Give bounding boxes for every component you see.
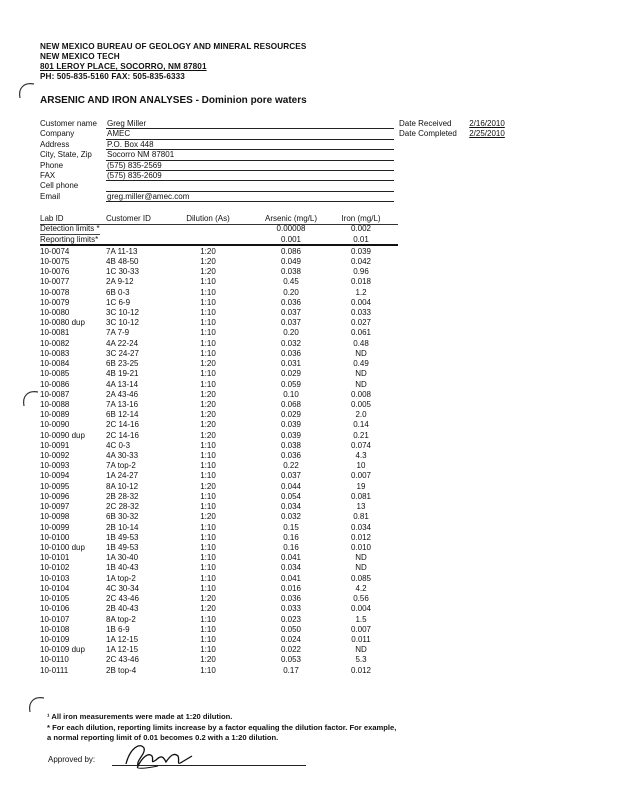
iron-cell: 0.81 (353, 512, 369, 522)
arsenic-cell: 0.053 (280, 655, 302, 665)
lab-letterhead (40, 42, 306, 82)
arsenic-cell: 0.17 (283, 665, 299, 675)
customer-id-cell: 2A 43-46 (106, 389, 139, 399)
hole-punch-mark-icon (14, 80, 38, 102)
customer-id-cell: 7A top-2 (106, 461, 136, 471)
customer-id-cell: 1C 30-33 (106, 267, 139, 277)
arsenic-cell: 0.041 (280, 573, 302, 583)
dilution-cell: 1:10 (200, 614, 216, 624)
customer-field-value-text: P.O. Box 448 (107, 139, 154, 149)
customer-field-value (106, 150, 394, 160)
customer-id-cell: 2B top-4 (106, 665, 137, 675)
customer-id-cell: 2C 43-46 (106, 594, 139, 604)
customer-field-row (40, 150, 175, 160)
iron-cell: 0.027 (350, 318, 372, 328)
dilution-cell: 1:10 (200, 287, 216, 297)
customer-field-row (40, 139, 154, 150)
arsenic-cell: 0.037 (280, 318, 302, 328)
date-received-value: 2/16/2010 (469, 119, 505, 128)
customer-field-value (106, 192, 394, 202)
customer-id-cell: 2B 40-43 (106, 604, 139, 614)
date-completed-label: Date Completed (399, 129, 457, 138)
lab-id-cell: 10-0100 dup (40, 543, 85, 552)
column-header: Lab ID (40, 214, 64, 223)
arsenic-cell: 0.10 (283, 389, 299, 399)
iron-cell: 0.005 (350, 399, 372, 409)
date-received-label: Date Received (399, 119, 452, 128)
customer-field-row (40, 191, 190, 202)
arsenic-cell: 0.16 (283, 532, 299, 542)
lab-id-cell: 10-0088 (40, 399, 70, 409)
customer-id-cell: 1B 49-53 (106, 543, 139, 552)
column-header: Arsenic (mg/L) (264, 214, 317, 223)
lab-phone-fax: PH: 505-835-5160 FAX: 505-835-6333 (40, 72, 185, 81)
arsenic-cell: 0.022 (280, 645, 302, 655)
arsenic-cell: 0.039 (280, 420, 302, 430)
lab-id-cell: 10-0098 (40, 512, 70, 522)
arsenic-cell: 0.038 (280, 267, 302, 277)
iron-cell: ND (355, 563, 367, 573)
customer-id-cell: 8A top-2 (106, 614, 136, 624)
lab-id-cell: 10-0074 (40, 246, 70, 256)
lab-id-cell: 10-0111 (40, 665, 69, 675)
lab-id-cell: 10-0101 (40, 553, 70, 563)
arsenic-limit: 0.00008 (276, 224, 306, 234)
customer-id-cell: 6B 23-25 (106, 359, 139, 369)
iron-cell: 0.48 (353, 338, 369, 348)
footnote-reporting-limits: * For each dilution, reporting limits increase by a factor equaling the dilution factor. For example, (47, 722, 397, 732)
iron-cell: 4.3 (355, 451, 367, 461)
iron-cell: 0.14 (353, 420, 369, 430)
lab-id-cell: 10-0102 (40, 563, 70, 573)
dilution-cell: 1:20 (200, 410, 216, 420)
customer-id-cell: 1A 24-27 (106, 471, 139, 481)
lab-id-cell: 10-0080 dup (40, 318, 85, 328)
lab-id-cell: 10-0093 (40, 461, 70, 471)
iron-cell: 0.061 (350, 328, 372, 338)
customer-id-cell: 1A top-2 (106, 573, 136, 583)
arsenic-cell: 0.039 (280, 430, 302, 440)
lab-id-cell: 10-0094 (40, 471, 70, 481)
iron-cell: 0.007 (350, 624, 372, 634)
iron-cell: ND (355, 348, 367, 358)
lab-id-cell: 10-0103 (40, 573, 70, 583)
customer-id-cell: 3C 10-12 (106, 318, 139, 328)
iron-cell: 5.3 (355, 655, 367, 665)
iron-cell: 0.085 (350, 573, 372, 583)
iron-cell: 0.56 (353, 594, 369, 604)
iron-cell: 0.012 (350, 665, 372, 675)
customer-field-value-text: greg.miller@amec.com (107, 191, 190, 201)
customer-id-cell: 2A 9-12 (106, 277, 134, 287)
iron-cell: ND (355, 369, 367, 379)
customer-id-cell: 4A 22-24 (106, 338, 139, 348)
lab-id-cell: 10-0092 (40, 451, 70, 461)
iron-limit: 0.01 (353, 235, 369, 245)
iron-cell: 0.004 (350, 604, 372, 614)
customer-id-cell: 4C 30-34 (106, 583, 139, 593)
iron-cell: 0.96 (353, 267, 369, 277)
customer-id-cell: 3C 10-12 (106, 307, 139, 317)
arsenic-cell: 0.038 (280, 440, 302, 450)
iron-cell: 19 (356, 481, 366, 491)
arsenic-cell: 0.037 (280, 471, 302, 481)
customer-field-label: City, State, Zip (40, 150, 92, 160)
customer-id-cell: 2C 14-16 (106, 420, 139, 430)
iron-cell: 0.011 (351, 634, 371, 644)
dilution-cell: 1:10 (200, 440, 216, 450)
customer-field-value (106, 161, 394, 171)
customer-field-value (106, 171, 394, 181)
hole-punch-mark-icon (18, 388, 42, 410)
dilution-cell: 1:20 (200, 256, 216, 266)
institution-name: NEW MEXICO TECH (40, 52, 120, 61)
lab-id-cell: 10-0075 (40, 256, 70, 266)
arsenic-cell: 0.024 (280, 634, 302, 644)
dilution-cell: 1:10 (200, 461, 216, 471)
date-completed-row (399, 129, 505, 139)
limit-label: Detection limits * (40, 224, 100, 234)
lab-id-cell: 10-0087 (40, 389, 70, 399)
lab-id-cell: 10-0077 (40, 277, 70, 287)
customer-field-value (106, 181, 394, 191)
dilution-cell: 1:10 (200, 491, 216, 501)
arsenic-cell: 0.034 (280, 502, 302, 512)
iron-limit: 0.002 (350, 224, 372, 234)
arsenic-cell: 0.031 (280, 359, 302, 369)
lab-id-cell: 10-0104 (40, 583, 70, 593)
customer-field-value-text: Greg Miller (107, 119, 147, 128)
lab-id-cell: 10-0084 (40, 359, 70, 369)
iron-cell: 0.042 (350, 256, 372, 266)
customer-id-cell: 2B 28-32 (106, 491, 139, 501)
dilution-cell: 1:10 (200, 348, 216, 358)
dilution-cell: 1:10 (200, 634, 216, 644)
iron-cell: 1.2 (355, 287, 367, 297)
customer-id-cell: 1A 12-15 (106, 645, 139, 655)
lab-address: 801 LEROY PLACE, SOCORRO, NM 87801 (40, 62, 207, 71)
lab-id-cell: 10-0082 (40, 338, 70, 348)
arsenic-cell: 0.22 (283, 461, 299, 471)
arsenic-cell: 0.20 (283, 328, 299, 338)
lab-id-cell: 10-0081 (40, 328, 70, 338)
iron-cell: 2.0 (355, 410, 367, 420)
dilution-cell: 1:20 (200, 420, 216, 430)
customer-id-cell: 2C 43-46 (106, 655, 139, 665)
iron-cell: ND (355, 553, 367, 563)
arsenic-cell: 0.068 (280, 399, 302, 409)
lab-name: NEW MEXICO BUREAU OF GEOLOGY AND MINERAL RESOURCES (40, 42, 307, 51)
iron-cell: ND (355, 645, 367, 655)
handwritten-signature (118, 738, 198, 772)
lab-id-cell: 10-0091 (40, 440, 70, 450)
iron-cell: 0.074 (350, 440, 372, 450)
arsenic-cell: 0.15 (283, 522, 299, 532)
customer-id-cell: 7A 7-9 (106, 328, 130, 338)
customer-id-cell: 2C 28-32 (106, 502, 139, 512)
customer-field-label: Cell phone (40, 181, 79, 191)
lab-id-cell: 10-0108 (40, 624, 70, 634)
dilution-cell: 1:10 (200, 338, 216, 348)
column-header: Customer ID (106, 214, 151, 223)
customer-field-value-text: (575) 835-2609 (107, 170, 162, 180)
arsenic-cell: 0.036 (280, 594, 302, 604)
hole-punch-mark-icon (24, 694, 48, 716)
arsenic-cell: 0.032 (280, 512, 302, 522)
dilution-cell: 1:20 (200, 399, 216, 409)
column-header: Iron (mg/L) (341, 214, 381, 223)
customer-id-cell: 6B 30-32 (106, 512, 139, 522)
customer-info-block (40, 119, 190, 202)
iron-cell: 13 (356, 502, 366, 512)
customer-field-value-text: (575) 835-2569 (107, 160, 162, 170)
iron-cell: 10 (356, 461, 366, 471)
lab-id-cell: 10-0110 (40, 655, 69, 665)
dates-block (399, 119, 505, 139)
customer-id-cell: 1B 6-9 (106, 624, 130, 634)
iron-cell: 0.034 (350, 522, 372, 532)
customer-field-row (40, 181, 106, 191)
customer-id-cell: 1B 49-53 (106, 532, 139, 542)
dilution-cell: 1:10 (200, 451, 216, 461)
lab-id-cell: 10-0080 (40, 307, 70, 317)
lab-id-cell: 10-0109 (40, 634, 70, 644)
lab-id-cell: 10-0085 (40, 369, 70, 379)
iron-cell: 0.007 (350, 471, 372, 481)
customer-field-label: Customer name (40, 119, 97, 128)
dilution-cell: 1:10 (200, 532, 216, 542)
dilution-cell: 1:10 (200, 277, 216, 287)
date-completed-value: 2/25/2010 (469, 129, 505, 138)
dilution-cell: 1:10 (200, 471, 216, 481)
dilution-cell: 1:20 (200, 594, 216, 604)
dilution-cell: 1:20 (200, 267, 216, 277)
lab-id-cell: 10-0106 (40, 604, 70, 614)
iron-cell: 0.081 (350, 491, 372, 501)
arsenic-cell: 0.036 (280, 297, 302, 307)
arsenic-cell: 0.059 (280, 379, 302, 389)
customer-field-label: Company (40, 129, 75, 139)
iron-cell: ND (355, 379, 367, 389)
lab-id-cell: 10-0099 (40, 522, 70, 532)
column-header: Dilution (As) (186, 214, 230, 223)
dilution-cell: 1:10 (200, 645, 216, 655)
dilution-cell: 1:20 (200, 604, 216, 614)
customer-field-value-text (106, 181, 107, 190)
arsenic-cell: 0.45 (283, 277, 299, 287)
arsenic-cell: 0.029 (280, 369, 302, 379)
customer-id-cell: 4B 19-21 (106, 369, 139, 379)
iron-cell: 0.49 (353, 359, 369, 369)
customer-field-row (40, 119, 147, 129)
iron-cell: 0.010 (350, 543, 372, 552)
customer-id-cell: 1C 6-9 (106, 297, 131, 307)
dilution-cell: 1:20 (200, 246, 216, 256)
iron-cell: 4.2 (355, 583, 367, 593)
lab-id-cell: 10-0107 (40, 614, 70, 624)
dilution-cell: 1:10 (200, 553, 216, 563)
arsenic-cell: 0.086 (280, 246, 302, 256)
limit-label: Reporting limits* (40, 235, 99, 245)
customer-id-cell: 1A 12-15 (106, 634, 139, 644)
customer-id-cell: 8A 10-12 (106, 481, 139, 491)
arsenic-cell: 0.049 (280, 256, 302, 266)
iron-cell: 0.004 (350, 297, 372, 307)
dilution-cell: 1:20 (200, 481, 216, 491)
customer-field-value-text: Socorro NM 87801 (107, 150, 175, 160)
dilution-cell: 1:10 (200, 583, 216, 593)
lab-id-cell: 10-0097 (40, 502, 70, 512)
dilution-cell: 1:10 (200, 307, 216, 317)
dilution-cell: 1:20 (200, 512, 216, 522)
customer-id-cell: 1B 40-43 (106, 563, 139, 573)
lab-id-cell: 10-0089 (40, 410, 70, 420)
lab-id-cell: 10-0076 (40, 267, 70, 277)
arsenic-limit: 0.001 (280, 235, 302, 245)
lab-id-cell: 10-0090 (40, 420, 70, 430)
arsenic-cell: 0.016 (280, 583, 302, 593)
customer-field-label: Phone (40, 160, 64, 170)
iron-cell: 0.008 (350, 389, 372, 399)
arsenic-cell: 0.034 (280, 563, 302, 573)
customer-field-value (106, 140, 394, 150)
iron-cell: 0.039 (350, 246, 372, 256)
iron-cell: 0.033 (350, 307, 372, 317)
customer-field-label: FAX (40, 170, 56, 180)
dilution-cell: 1:10 (200, 328, 216, 338)
customer-id-cell: 2C 14-16 (106, 430, 139, 440)
customer-id-cell: 4A 30-33 (106, 451, 139, 461)
arsenic-cell: 0.054 (280, 491, 302, 501)
customer-id-cell: 6B 0-3 (106, 287, 130, 297)
dilution-cell: 1:10 (200, 502, 216, 512)
arsenic-cell: 0.041 (280, 553, 302, 563)
lab-id-cell: 10-0105 (40, 594, 70, 604)
customer-field-label: Address (40, 139, 70, 149)
footnote-iron-dilution: ¹ All iron measurements were made at 1:20 dilution. (47, 712, 233, 721)
dilution-cell: 1:20 (200, 389, 216, 399)
arsenic-cell: 0.044 (280, 481, 302, 491)
arsenic-cell: 0.036 (280, 451, 302, 461)
customer-id-cell: 1A 30-40 (106, 553, 139, 563)
arsenic-cell: 0.050 (280, 624, 302, 634)
dilution-cell: 1:10 (200, 543, 216, 552)
lab-id-cell: 10-0083 (40, 348, 70, 358)
dilution-cell: 1:20 (200, 359, 216, 369)
lab-id-cell: 10-0078 (40, 287, 70, 297)
arsenic-cell: 0.16 (283, 543, 299, 552)
customer-id-cell: 7A 13-16 (106, 399, 139, 409)
lab-id-cell: 10-0109 dup (40, 645, 85, 655)
lab-id-cell: 10-0079 (40, 297, 70, 307)
iron-cell: 1.5 (355, 614, 367, 624)
date-received-row (399, 119, 505, 129)
dilution-cell: 1:10 (200, 318, 216, 328)
customer-id-cell: 2B 10-14 (106, 522, 139, 532)
approved-by-label: Approved by: (48, 755, 96, 764)
lab-id-cell: 10-0095 (40, 481, 70, 491)
arsenic-cell: 0.032 (280, 338, 302, 348)
dilution-cell: 1:10 (200, 522, 216, 532)
arsenic-cell: 0.037 (280, 307, 302, 317)
arsenic-cell: 0.033 (280, 604, 302, 614)
page-title: ARSENIC AND IRON ANALYSES - Dominion pore waters (40, 95, 307, 106)
customer-id-cell: 6B 12-14 (106, 410, 139, 420)
customer-field-row (40, 129, 131, 139)
lab-id-cell: 10-0090 dup (40, 430, 85, 440)
customer-id-cell: 4A 13-14 (106, 379, 139, 389)
dilution-cell: 1:10 (200, 379, 216, 389)
customer-field-value (106, 129, 394, 139)
iron-cell: 0.21 (353, 430, 369, 440)
customer-field-value-text: AMEC (107, 129, 131, 139)
lab-id-cell: 10-0096 (40, 491, 70, 501)
customer-id-cell: 3C 24-27 (106, 348, 139, 358)
arsenic-cell: 0.023 (280, 614, 302, 624)
dilution-cell: 1:10 (200, 563, 216, 573)
customer-field-label: Email (40, 191, 61, 201)
dilution-cell: 1:20 (200, 655, 216, 665)
customer-id-cell: 4C 0-3 (106, 440, 131, 450)
dilution-cell: 1:10 (200, 665, 216, 675)
dilution-cell: 1:10 (200, 369, 216, 379)
footnotes (47, 712, 396, 744)
header-rule (40, 224, 398, 225)
lab-id-cell: 10-0086 (40, 379, 70, 389)
customer-field-row (40, 160, 162, 171)
customer-field-row (40, 170, 162, 181)
limits-rule (40, 244, 398, 246)
dilution-cell: 1:10 (200, 573, 216, 583)
lab-id-cell: 10-0100 (40, 532, 70, 542)
arsenic-cell: 0.20 (283, 287, 299, 297)
footnote-reporting-example: a normal reporting limit of 0.01 becomes 0.2 with a 1:20 dilution. (47, 733, 279, 742)
dilution-cell: 1:10 (200, 624, 216, 634)
iron-cell: 0.018 (350, 277, 372, 287)
iron-cell: 0.012 (350, 532, 372, 542)
dilution-cell: 1:10 (200, 297, 216, 307)
customer-id-cell: 4B 48-50 (106, 256, 139, 266)
arsenic-cell: 0.029 (280, 410, 302, 420)
dilution-cell: 1:20 (200, 430, 216, 440)
customer-id-cell: 7A 11-13 (106, 246, 138, 256)
arsenic-cell: 0.036 (280, 348, 302, 358)
customer-field-value (106, 119, 394, 129)
